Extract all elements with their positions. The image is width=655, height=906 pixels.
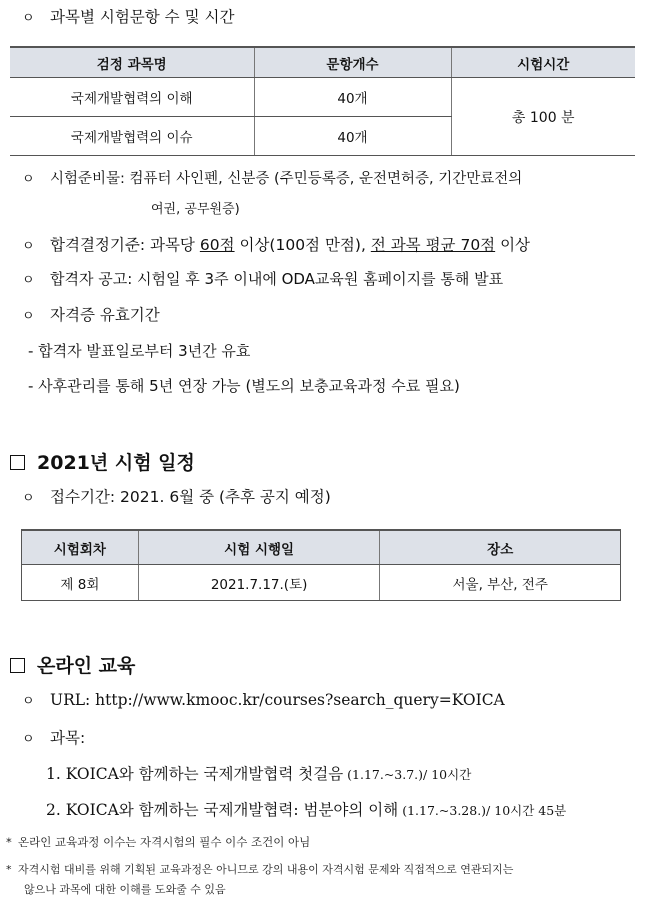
circle-bullet-icon: ㅇ [22,694,35,709]
circle-bullet-icon: ㅇ [22,732,35,747]
circle-bullet-icon: ㅇ [22,273,35,288]
schedule-table-header [22,530,621,565]
course-item: 1. KOICA와 함께하는 국제개발협력 첫걸음 (1.17.~3.7.)/ 10시간 [46,765,472,783]
header-count: 문항개수 [254,47,451,78]
date-cell: 2021.7.17.(토) [138,565,380,601]
note-continued: 않으나 과목에 대한 이해를 도와줄 수 있음 [24,883,226,896]
header-location: 장소 [380,530,621,565]
courses-label: ㅇ 과목: [22,727,85,751]
header-time: 시험시간 [451,47,635,78]
header-date: 시험 시행일 [138,530,380,565]
circle-bullet-icon: ㅇ [22,11,35,26]
schedule-heading: 2021년 시험 일정 [10,448,195,475]
subject-cell: 국제개발협력의 이해 [10,78,254,117]
time-cell: 총 100 분 [451,78,635,156]
validity-item: - 합격자 발표일로부터 3년간 유효 [28,342,251,360]
round-cell: 제 8회 [22,565,139,601]
validity-item: - 사후관리를 통해 5년 연장 가능 (별도의 보충교육과정 수료 필요) [28,377,460,395]
circle-bullet-icon: ㅇ [22,491,35,506]
course-item: 2. KOICA와 함께하는 국제개발협력: 범분야의 이해 (1.17.~3.28.)/ 10시간 45분 [46,801,567,819]
validity-title: ㅇ 자격증 유효기간 [22,304,160,328]
square-box-icon [10,455,25,470]
circle-bullet-icon: ㅇ [22,172,35,187]
registration-period: ㅇ 접수기간: 2021. 6월 중 (추후 공지 예정) [22,486,331,510]
asterisk-icon: * [6,835,12,849]
note: * 자격시험 대비를 위해 기획된 교육과정은 아니므로 강의 내용이 자격시험 문제와 직접적으로 연관되지는 [6,860,513,880]
announcement: ㅇ 합격자 공고: 시험일 후 3주 이내에 ODA교육원 홈페이지를 통해 발표 [22,268,503,292]
circle-bullet-icon: ㅇ [22,309,35,324]
count-cell: 40개 [254,78,451,117]
schedule-table [21,529,621,601]
square-box-icon [10,658,25,673]
online-heading: 온라인 교육 [10,651,135,678]
pass-criteria: ㅇ 합격결정기준: 과목당 60점 이상(100점 만점), 전 과목 평균 70점 이상 [22,234,530,258]
exam-items-title: ㅇ 과목별 시험문항 수 및 시간 [22,6,234,30]
header-subject: 검정 과목명 [10,47,254,78]
table-row [22,565,621,601]
exam-table-header [10,47,635,78]
prep-item-continued: 여권, 공무원증) [151,202,240,217]
exam-table [10,46,635,156]
asterisk-icon: * [6,863,12,876]
note: * 온라인 교육과정 이수는 자격시험의 필수 이수 조건이 아님 [6,832,310,852]
header-round: 시험회차 [22,530,139,565]
location-cell: 서울, 부산, 전주 [380,565,621,601]
table-row [10,78,635,117]
prep-item: ㅇ 시험준비물: 컴퓨터 사인펜, 신분증 (주민등록증, 운전면허증, 기간만료전의 [22,168,522,191]
subject-cell: 국제개발협력의 이슈 [10,117,254,156]
online-url: ㅇ URL: http://www.kmooc.kr/courses?search_query=KOICA [22,689,505,713]
circle-bullet-icon: ㅇ [22,239,35,254]
count-cell: 40개 [254,117,451,156]
